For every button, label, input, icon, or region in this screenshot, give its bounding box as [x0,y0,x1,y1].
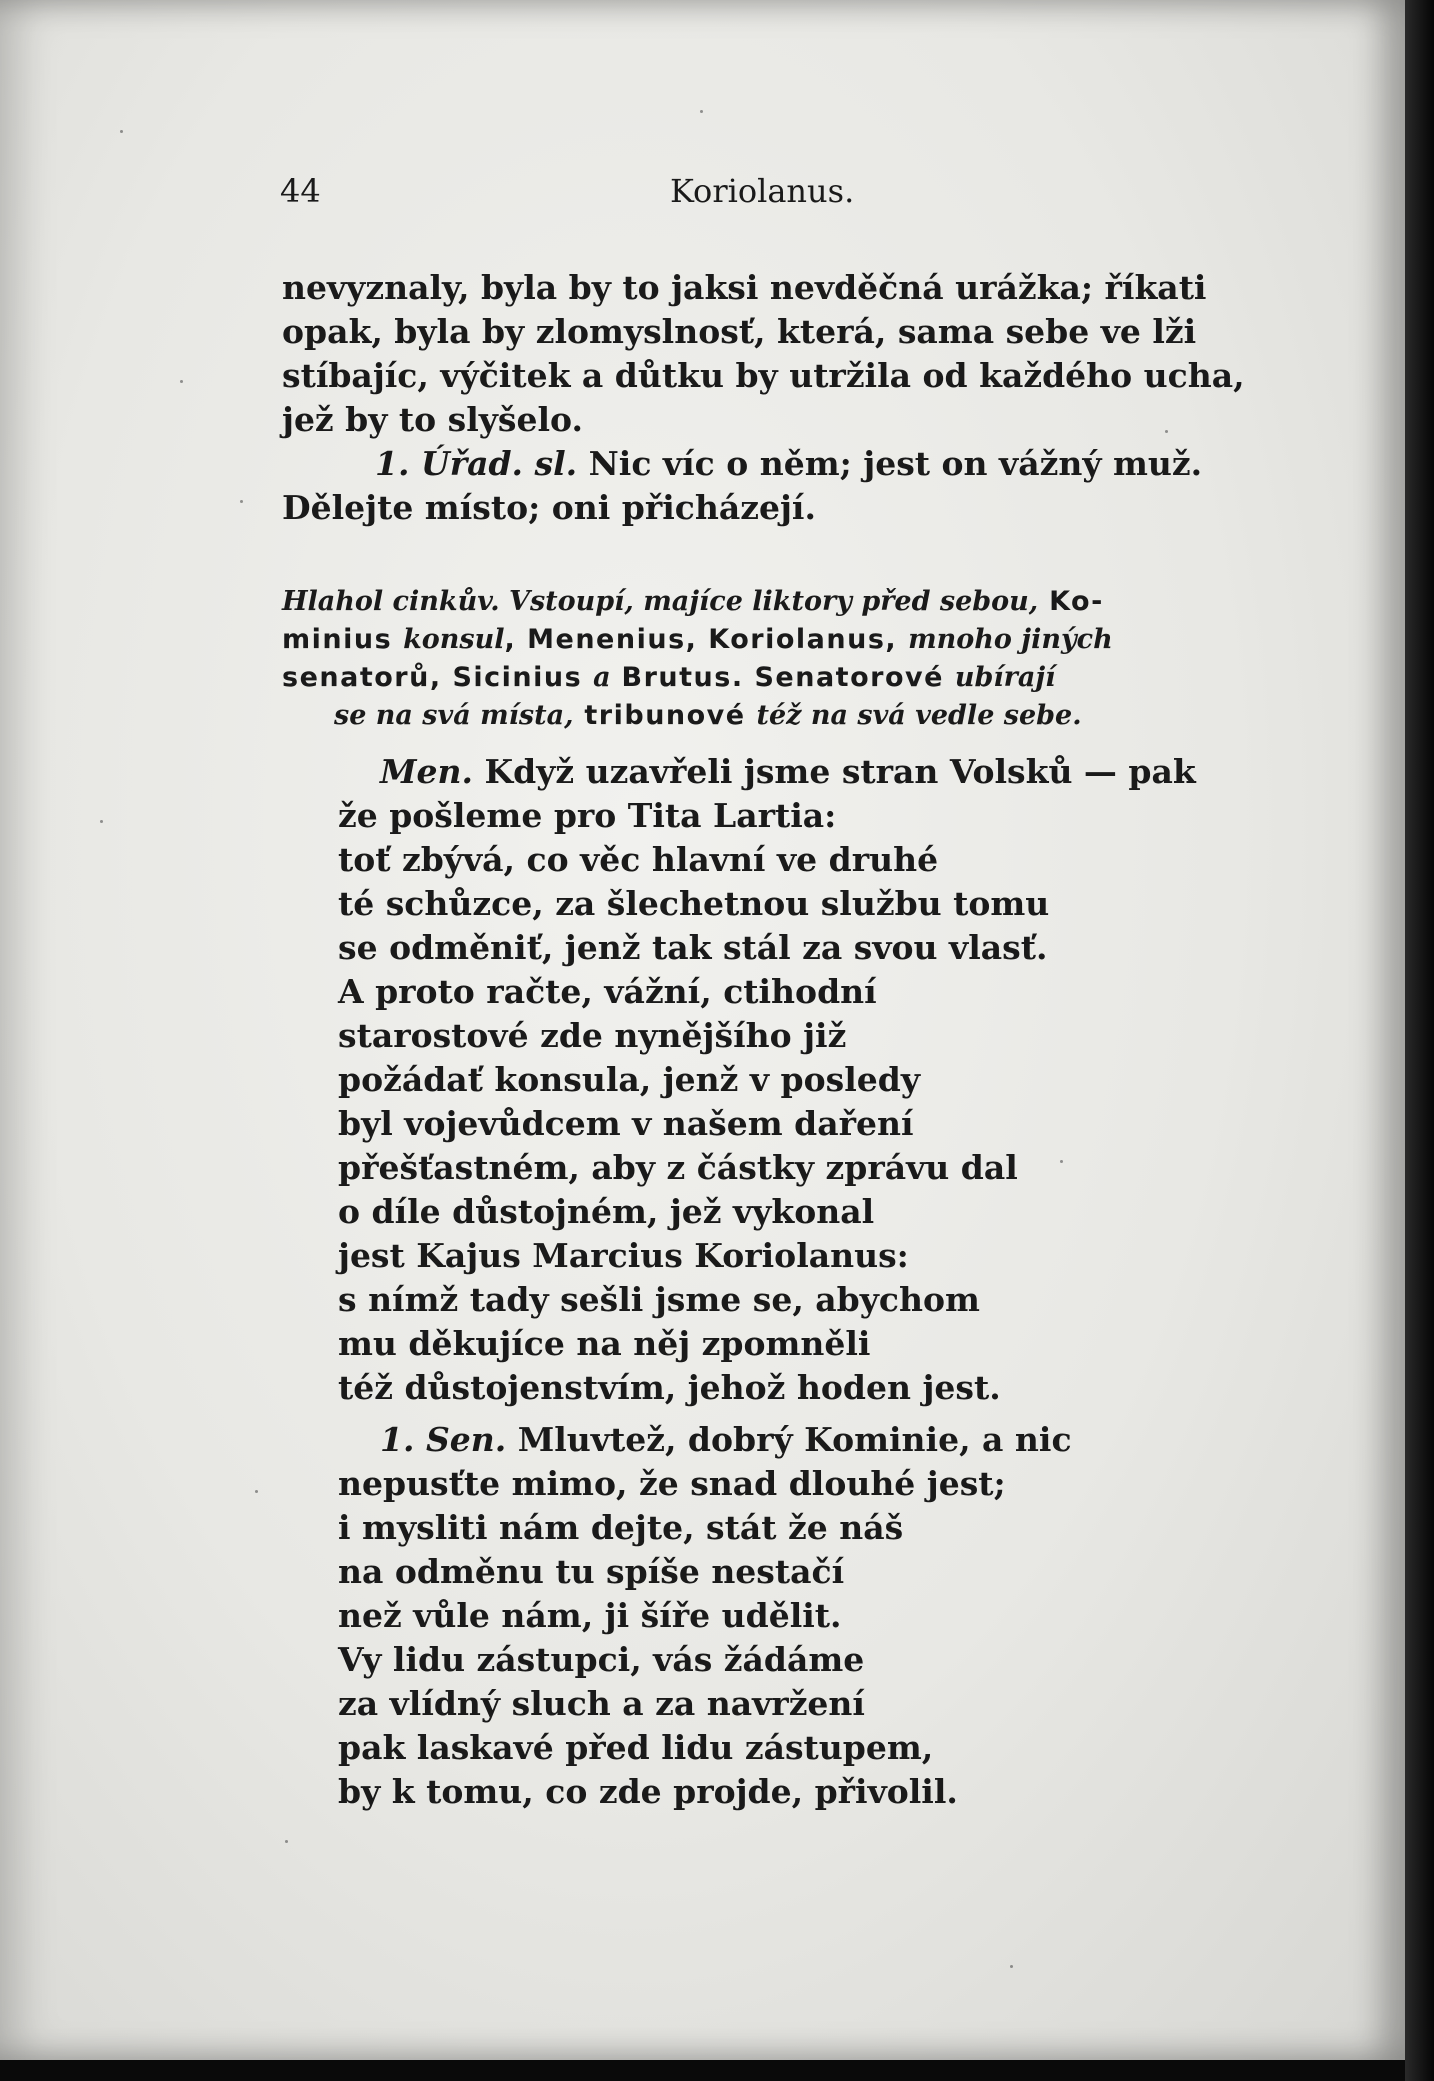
stage-direction-line [334,696,1082,736]
menenius-line: jest Kajus Marcius Koriolanus: [338,1236,909,1275]
prose-line: stíbajíc, výčitek a důtku by utržila od každého ucha, [282,356,1245,395]
stage-direction-text: senatorů, Sicinius [282,662,594,693]
menenius-line: že pošleme pro Tita Lartia: [338,796,837,835]
officer-speech-line [375,444,1202,484]
scan-edge [1405,0,1434,2081]
senator-line: než vůle nám, ji šíře udělit. [338,1596,842,1635]
stage-direction-italic: Hlahol cinkův. Vstoupí, majíce liktory před sebou, [282,586,1039,617]
stage-direction-line [282,658,1055,698]
menenius-line: též důstojenstvím, jehož hoden jest. [338,1368,1001,1407]
stage-direction-italic: se na svá místa, [334,700,574,731]
senator-line: za vlídný sluch a za navržení [338,1684,865,1723]
speech-text: Nic víc o něm; jest on vážný muž. [577,444,1203,483]
senator-line: pak laskavé před lidu zástupem, [338,1728,934,1767]
menenius-line: s nímž tady sešli jsme se, abychom [338,1280,980,1319]
menenius-line: se odměniť, jenž tak stál za svou vlasť. [338,928,1048,967]
menenius-line: požádať konsula, jenž v posledy [338,1060,920,1099]
menenius-line: o díle důstojném, jež vykonal [338,1192,875,1231]
senator-line [380,1420,1072,1460]
senator-line: Vy lidu zástupci, vás žádáme [338,1640,865,1679]
speech-text: Mluvtež, dobrý Kominie, a nic [506,1420,1072,1459]
speaker-label: Men. [380,752,474,791]
menenius-line: té schůzce, za šlechetnou službu tomu [338,884,1050,923]
stage-direction-italic: mnoho jiných [908,624,1113,655]
stage-direction-text: , Menenius, Koriolanus, [504,624,909,655]
officer-speech-line: Dělejte místo; oni přicházejí. [282,488,816,527]
speaker-label: 1. Úřad. sl. [375,444,578,483]
stage-direction-text: Ko- [1038,586,1104,617]
speaker-label: 1. Sen. [380,1420,507,1459]
senator-line: nepusťte mimo, že snad dlouhé jest; [338,1464,1006,1503]
senator-line: by k tomu, co zde projde, přivolil. [338,1772,958,1811]
stage-direction-line [282,582,1104,622]
stage-direction-italic: též na svá vedle sebe. [756,700,1082,731]
stage-direction-text: tribunové [573,700,757,731]
speech-text: Když uzavřeli jsme stran Volsků — pak [473,752,1196,791]
stage-direction-italic: ubírají [954,662,1056,693]
menenius-line [380,752,1196,792]
page-header [280,172,855,218]
page-number: 44 [280,172,321,210]
prose-line: nevyznaly, byla by to jaksi nevděčná urážka; říkati [282,268,1207,307]
stage-direction-italic: a [593,662,611,693]
stage-direction-text: minius [282,624,404,655]
menenius-line: toť zbývá, co věc hlavní ve druhé [338,840,939,879]
stage-direction-italic: konsul [403,624,505,655]
running-title: Koriolanus. [670,172,855,210]
senator-line: na odměnu tu spíše nestačí [338,1552,845,1591]
menenius-line: starostové zde nynějšího již [338,1016,847,1055]
menenius-line: A proto račte, vážní, ctihodní [338,972,877,1011]
menenius-line: mu děkujíce na něj zpomněli [338,1324,871,1363]
prose-line: jež by to slyšelo. [282,400,583,439]
prose-line: opak, byla by zlomyslnosť, která, sama sebe ve lži [282,312,1197,351]
stage-direction-line [282,620,1113,660]
menenius-line: přešťastném, aby z částky zprávu dal [338,1148,1018,1187]
senator-line: i mysliti nám dejte, stát že náš [338,1508,904,1547]
stage-direction-text: Brutus. Senatorové [610,662,955,693]
menenius-line: byl vojevůdcem v našem daření [338,1104,914,1143]
